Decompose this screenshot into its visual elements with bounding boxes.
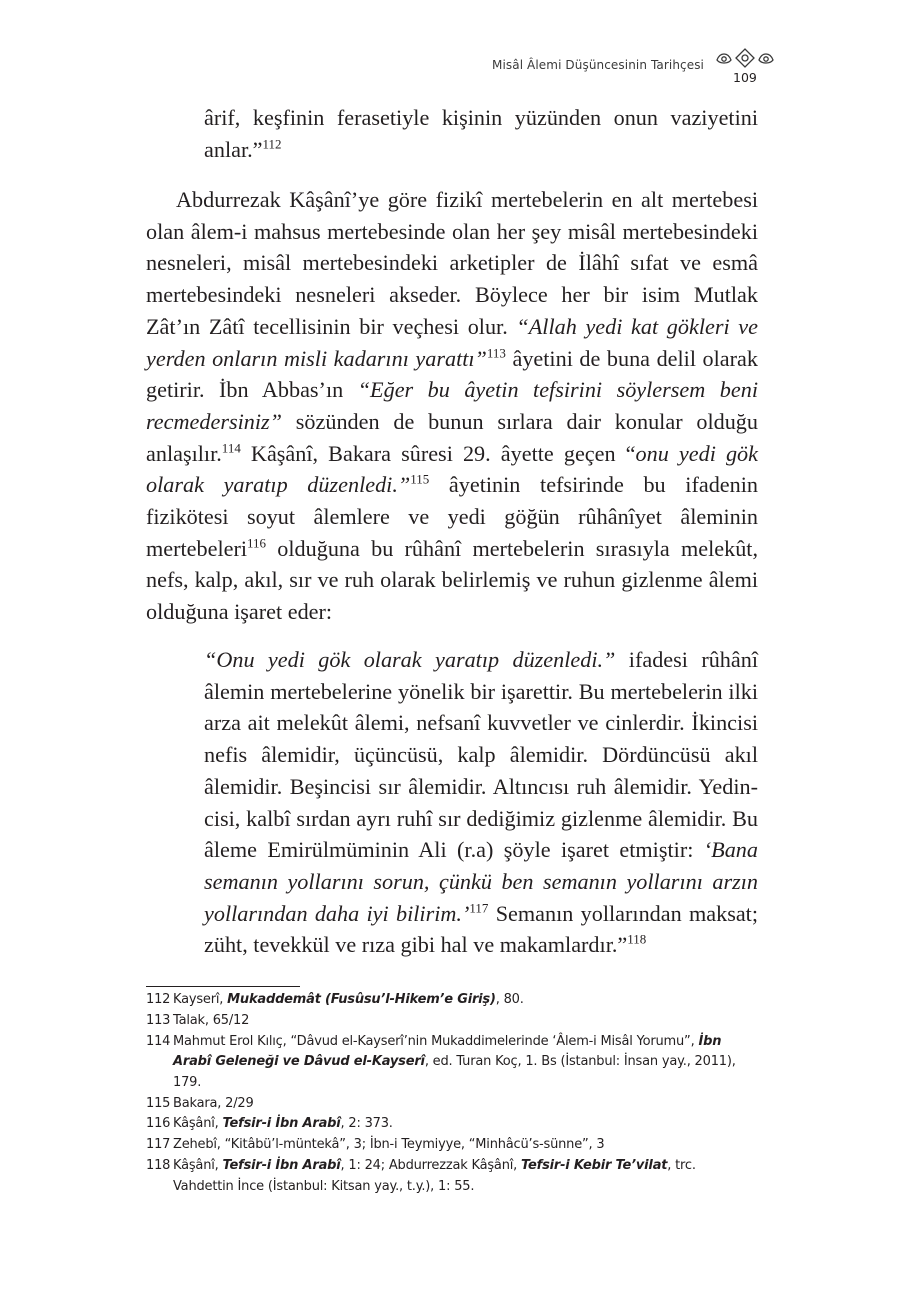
footnote-item	[146, 1094, 758, 1114]
footnote-number: 118	[146, 1158, 171, 1174]
footnote-text: Kâşânî, Tefsir-i İbn Arabî, 1: 24; Abdurrezzak Kâşânî, Tefsir-i Kebir Te’vilat, trc. Vahdettin İnce (İstanbul: Kitsan yay., t.y.), 1: 55.	[173, 1158, 696, 1194]
page-number: 109	[733, 70, 757, 85]
footnote-ref-113[interactable]: 113	[486, 345, 506, 361]
footnote-text: Kayserî, Mukaddemât (Fusûsu’l-Hikem’e Giriş), 80.	[173, 992, 524, 1007]
footnote-ref-116[interactable]: 116	[247, 535, 267, 551]
footnote-item	[146, 1135, 758, 1155]
footnote-item	[146, 1114, 758, 1134]
footnote-ref-112[interactable]: 112	[262, 136, 282, 152]
footnote-ref-118[interactable]: 118	[627, 931, 647, 947]
footnote-ref-115[interactable]: 115	[410, 471, 430, 487]
footnote-text: Zehebî, “Kitâbü’l-müntekâ”, 3; İbn-i Teymiyye, “Minhâcü’s-sünne”, 3	[173, 1137, 605, 1153]
footnote-text: Bakara, 2/29	[173, 1095, 254, 1111]
footnote-item	[146, 1156, 758, 1197]
paragraph-continuation: ârif, keşfinin ferasetiyle kişinin yüzünden onun vaziyetini anlar.”$^{112}$	[204, 105, 758, 162]
running-head-title: Misâl Âlemi Düşüncesinin Tarihçesi	[492, 58, 704, 72]
footnote-text: Mahmut Erol Kılıç, “Dâvud el-Kayserî’nin Mukaddimelerinde ‘Âlem-i Misâl Yorumu”, İbn Arabî Geleneği ve Dâvud el-Kayserî, ed. Turan Koç, 1. Bs (İstanbul: İnsan yay., 2011), 179.	[173, 1033, 736, 1090]
footnote-divider	[146, 986, 300, 987]
footnote-number: 117	[146, 1137, 171, 1153]
footnote-text: Talak, 65/12	[173, 1012, 250, 1028]
footnote-ref-117[interactable]: 117	[469, 900, 489, 916]
footnote-number: 113	[146, 1012, 171, 1028]
footnote-item	[146, 1032, 758, 1093]
footnote-number: 115	[146, 1095, 171, 1111]
footnote-item	[146, 1011, 758, 1031]
footnote-item	[146, 990, 758, 1010]
decorative-ornament-icon	[714, 46, 776, 70]
footnote-text: Kâşânî, Tefsir-i İbn Arabî, 2: 373.	[173, 1116, 393, 1132]
footnote-number: 116	[146, 1116, 171, 1132]
footnote-ref-114[interactable]: 114	[221, 440, 241, 456]
footnote-number: 114	[146, 1033, 171, 1049]
footnotes-section	[146, 990, 758, 1198]
paragraph-main: Abdurrezak Kâşânî’ye göre fizikî mertebelerin en alt mertebesi olan âlem-i mahsus mertebesinde olan her şey misâl mertebesindeki nesneleri, misâl mertebesindeki arketipler de İlâhî sıfat ve esmâ mertebesindeki nesneleri akseder. Böylece her bir isim Mutlak Zât’ın Zâtî tecellisinin bir veçhesi olur. “Allah yedi kat gökleri ve yerden onların misli kadarını yarattı”$^{113}$ âyetini de buna delil olarak getirir. İbn Abbas’ın “Eğer bu âyetin tefsirini söylersem beni recmedersiniz” sözünden de bunun sırlara dair konular olduğu anlaşılır.$^{114}$ Kâşânî, Bakara sûresi 29. âyette geçen “onu yedi gök olarak yaratıp düzenledi.”$^{115}$ âyetinin tefsirinde bu ifadenin fizikötesi soyut âlemlere ve yedi göğün rûhânîyet âleminin mertebeleri$^{116}$ olduğuna bu rûhânî mertebelerin sırasıyla melekût, nefs, kalp, akıl, sır ve ruh olarak belirlemiş ve ruhun gizlenme âlemi olduğuna işaret eder:	[146, 187, 758, 625]
footnote-number: 112	[146, 992, 171, 1007]
block-quote: “Onu yedi gök olarak yaratıp düzenledi.” ifadesi rûhânî âlemin mertebelerine yönelik bir işarettir. Bu mertebelerin ilki arza ait melekût âlemi, nefsanî kuvvetler ve cinlerdir. İkincisi nefis âlemidir, üçüncüsü, kalp âlemidir. Dördüncüsü akıl âlemidir. Beşincisi sır âlemidir. Altıncısı ruh âlemidir. Yedincisi, kalbî sırdan ayrı ruhî sır dediğimiz gizlenme âlemidir. Bu âleme Emirülmüminin Ali (r.a) şöyle işaret etmiştir: ‘Bana semanın yollarını sorun, çünkü ben semanın yollarını arzın yollarından daha iyi bilirim.’$^{117}$ Semanın yollarından maksat; züht, tevekkül ve rıza gibi hal ve makamlardır.”$^{118}$	[204, 647, 759, 958]
